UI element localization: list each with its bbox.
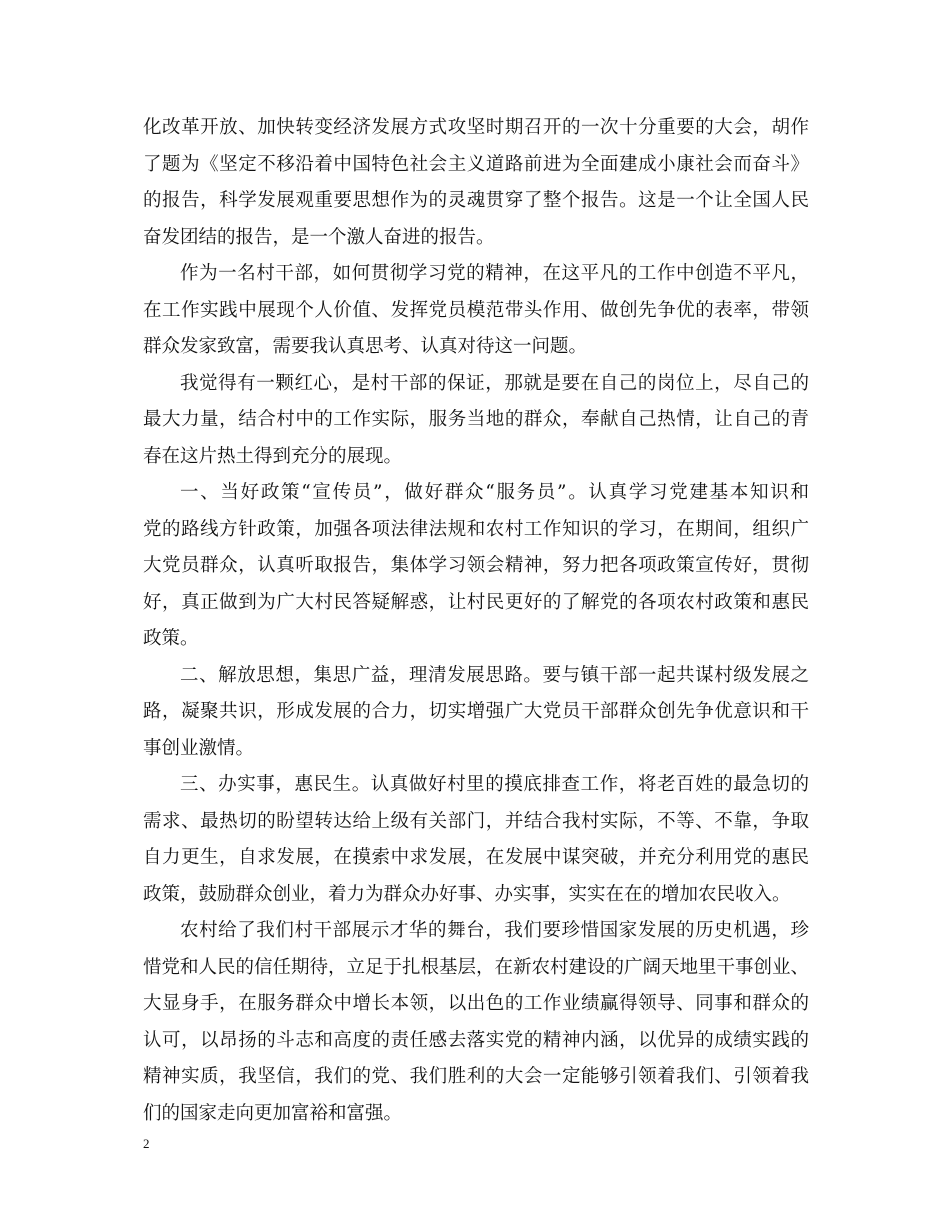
text-line: 政策。	[143, 628, 199, 649]
page-number: 2	[143, 1136, 150, 1151]
text-line: 一、当好政策“宣传员”，做好群众“服务员”。认真学习党建基本知识和	[180, 482, 809, 503]
text-line: 我觉得有一颗红心，是村干部的保证，那就是要在自己的岗位上，尽自己的	[180, 372, 809, 394]
text-line: 政策，鼓励群众创业，着力为群众办好事、办实事，实实在在的增加农民收入。	[143, 883, 791, 905]
text-line: 化改革开放、加快转变经济发展方式攻坚时期召开的一次十分重要的大会，胡作	[143, 117, 809, 138]
text-line: 路，凝聚共识，形成发展的合力，切实增强广大党员干部群众创先争优意识和干	[143, 701, 809, 722]
text-line: 作为一名村干部，如何贯彻学习党的精神，在这平凡的工作中创造不平凡，	[180, 263, 809, 284]
text-line: 在工作实践中展现个人价值、发挥党员模范带头作用、做创先争优的表率，带领	[143, 299, 809, 321]
text-line: 们的国家走向更加富裕和富强。	[143, 1102, 403, 1124]
text-line: 需求、最热切的盼望转达给上级有关部门，并结合我村实际，不等、不靠，争取	[143, 810, 809, 832]
text-line: 大显身手，在服务群众中增长本领，以出色的工作业绩赢得领导、同事和群众的	[143, 993, 809, 1014]
text-line: 大党员群众，认真听取报告，集体学习领会精神，努力把各项政策宣传好，贯彻	[143, 555, 809, 576]
text-line: 精神实质，我坚信，我们的党、我们胜利的大会一定能够引领着我们、引领着我	[143, 1066, 809, 1087]
paragraph	[143, 366, 809, 476]
paragraph	[143, 110, 809, 256]
text-line: 三、办实事，惠民生。认真做好村里的摸底排查工作，将老百姓的最急切的	[180, 774, 809, 795]
text-line: 农村给了我们村干部展示才华的舞台，我们要珍惜国家发展的历史机遇，珍	[180, 920, 809, 941]
paragraph	[143, 913, 809, 1132]
text-line: 群众发家致富，需要我认真思考、认真对待这一问题。	[143, 336, 588, 357]
text-line: 最大力量，结合村中的工作实际，服务当地的群众，奉献自己热情，让自己的青	[143, 409, 809, 430]
text-line: 自力更生，自求发展，在摸索中求发展，在发展中谋突破，并充分利用党的惠民	[143, 847, 809, 868]
paragraph	[143, 767, 809, 913]
text-line: 二、解放思想，集思广益，理清发展思路。要与镇干部一起共谋村级发展之	[180, 664, 809, 686]
text-line: 了题为《坚定不移沿着中国特色社会主义道路前进为全面建成小康社会而奋斗》	[143, 153, 809, 175]
text-line: 认可，以昂扬的斗志和高度的责任感去落实党的精神内涵，以优异的成绩实践的	[143, 1029, 809, 1051]
paragraph	[143, 256, 809, 366]
body-text	[143, 110, 809, 1132]
text-line: 好，真正做到为广大村民答疑解惑，让村民更好的了解党的各项农村政策和惠民	[143, 591, 809, 613]
text-line: 事创业激情。	[143, 737, 255, 759]
text-line: 的报告，科学发展观重要思想作为的灵魂贯穿了整个报告。这是一个让全国人民	[143, 190, 809, 211]
paragraph	[143, 475, 809, 658]
text-line: 春在这片热土得到充分的展现。	[143, 445, 403, 467]
text-line: 奋发团结的报告，是一个激人奋进的报告。	[143, 226, 495, 248]
paragraph	[143, 658, 809, 768]
text-line: 惜党和人民的信任期待，立足于扎根基层，在新农村建设的广阔天地里干事创业、	[143, 956, 810, 978]
text-line: 党的路线方针政策，加强各项法律法规和农村工作知识的学习，在期间，组织广	[143, 518, 809, 540]
